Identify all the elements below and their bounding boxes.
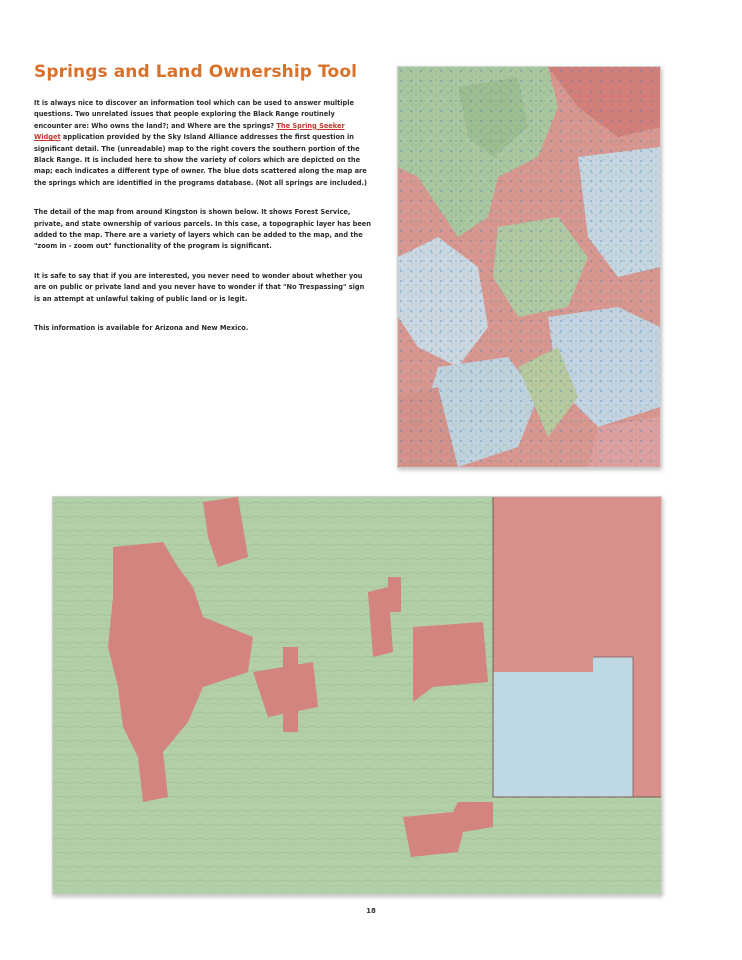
paragraph-kingston-detail: The detail of the map from around Kingston is shown below. It shows Forest Service, private, and state ownership of various parcels. In this case, a topographic layer has been added to the map. There are a variety of layers which can be added to the map, and the "zoom in - zoom out" functionality of the program is significant. <box>34 208 371 251</box>
page-title: Springs and Land Ownership Tool <box>34 62 358 82</box>
black-range-ownership-map <box>397 66 661 468</box>
kingston-detail-map-image <box>53 497 661 894</box>
paragraph-availability: This information is available for Arizona and New Mexico. <box>34 324 249 333</box>
black-range-ownership-map-image <box>398 67 660 467</box>
paragraph-intro-text-cont: application provided by the Sky Island Alliance addresses the first question in significant detail. The (unreadable) map to the right covers the southern portion of the Black Range. It is included here to show the variety of colors which are depicted on the map; each indicates a different type of owner. The blue dots scattered along the map are the springs which are identified in the programs database. (Not all springs are included.) <box>34 133 368 187</box>
kingston-detail-map <box>52 496 662 895</box>
spring-seeker-link[interactable]: The Spring Seeker Widget <box>34 121 345 142</box>
page-number: 18 <box>366 907 376 915</box>
paragraph-public-private: It is safe to say that if you are interested, you never need to wonder about whether you are on public or private land and you never have to wonder if that "No Trespassing" sign is an attempt at unlawful taking of public land or is legit. <box>34 271 365 303</box>
article-text <box>34 98 372 353</box>
paragraph-intro-text: It is always nice to discover an information tool which can be used to answer multiple questions. Two unrelated issues that people exploring the Black Range routinely encounter are: Who owns the land?; and Where are the springs? <box>34 99 355 130</box>
paragraph-intro <box>34 98 372 189</box>
